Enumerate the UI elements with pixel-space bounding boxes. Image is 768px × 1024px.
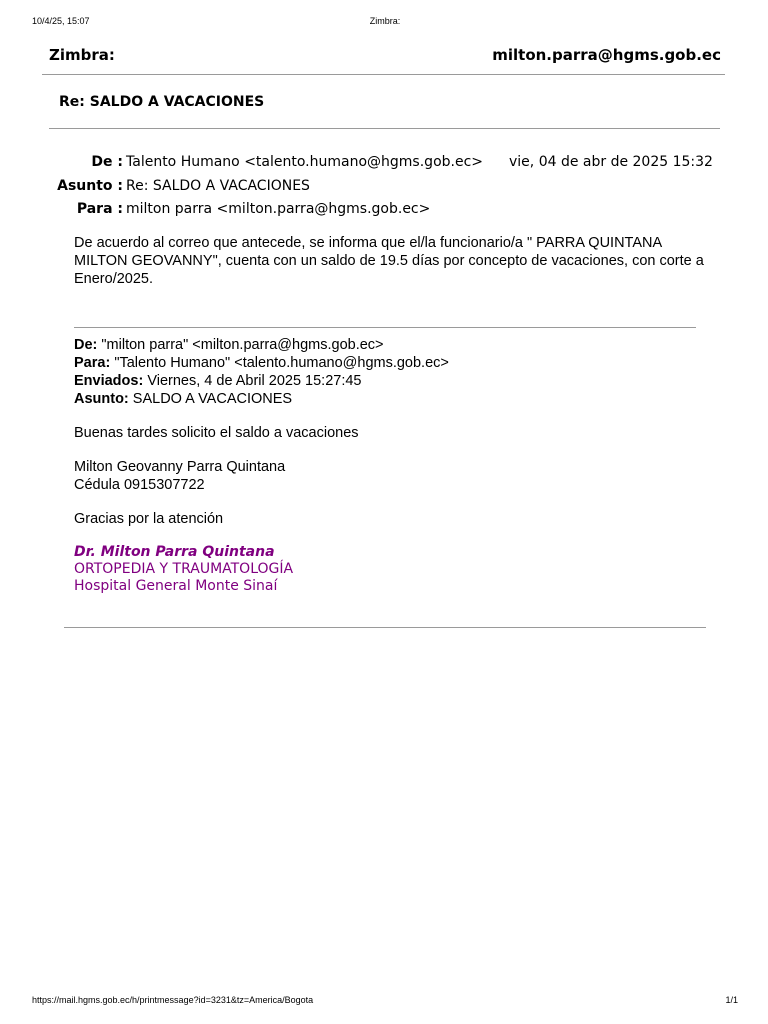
print-page-title: Zimbra:: [369, 16, 401, 26]
quoted-greeting: Buenas tardes solicito el saldo a vacaciones: [74, 425, 359, 441]
quote-divider: [74, 327, 696, 328]
quoted-to-row: [74, 354, 714, 372]
header-divider: [42, 74, 725, 75]
to-label: Para :: [76, 201, 123, 217]
quoted-sent-row: [74, 372, 714, 390]
quoted-sent-label: Enviados:: [74, 373, 144, 389]
signature-name: Dr. Milton Parra Quintana: [74, 544, 275, 560]
quoted-from-row: [74, 336, 714, 354]
message-date: vie, 04 de abr de 2025 15:32: [509, 154, 713, 170]
signature-block: [74, 544, 714, 595]
bottom-divider: [64, 627, 706, 628]
print-page-number: 1/1: [725, 995, 738, 1005]
quoted-subject-value: SALDO A VACACIONES: [132, 391, 293, 407]
account-email: milton.parra@hgms.gob.ec: [492, 46, 721, 64]
quoted-thanks: Gracias por la atención: [74, 511, 224, 527]
signature-hospital: Hospital General Monte Sinaí: [74, 578, 278, 594]
from-label: De :: [91, 154, 123, 170]
subject-label: Asunto :: [57, 178, 123, 194]
quoted-sent-value: Viernes, 4 de Abril 2025 15:27:45: [147, 373, 362, 389]
zimbra-header: [49, 44, 721, 68]
quoted-subject-label: Asunto:: [74, 391, 129, 407]
zimbra-brand: Zimbra:: [49, 46, 115, 64]
from-value: Talento Humano <talento.humano@hgms.gob.ec>: [126, 154, 484, 170]
quoted-name-line: Milton Geovanny Parra Quintana: [74, 459, 286, 475]
quoted-from-value: "milton parra" <milton.parra@hgms.gob.ec>: [101, 337, 384, 353]
print-url: https://mail.hgms.gob.ec/h/printmessage?id=3231&tz=America/Bogota: [32, 995, 314, 1005]
to-value: milton parra <milton.parra@hgms.gob.ec>: [126, 201, 431, 217]
subject-value: Re: SALDO A VACACIONES: [126, 178, 310, 194]
quoted-subject-row: [74, 390, 714, 408]
quoted-message: [74, 336, 714, 595]
to-row: [57, 201, 430, 217]
quoted-from-label: De:: [74, 337, 98, 353]
signature-department: ORTOPEDIA Y TRAUMATOLOGÍA: [74, 561, 294, 577]
quoted-to-label: Para:: [74, 355, 111, 371]
print-datetime: 10/4/25, 15:07: [32, 16, 90, 26]
quoted-to-value: "Talento Humano" <talento.humano@hgms.gob.ec>: [114, 355, 449, 371]
quoted-id-line: Cédula 0915307722: [74, 477, 205, 493]
subject-row: [57, 178, 310, 194]
message-subject: Re: SALDO A VACACIONES: [59, 94, 265, 110]
from-row: [57, 154, 483, 170]
message-body: De acuerdo al correo que antecede, se informa que el/la funcionario/a " PARRA QUINTANA MILTON GEOVANNY", cuenta con un saldo de 19.5 días por concepto de vacaciones, con corte a Enero/2025.: [74, 235, 704, 287]
subject-divider: [49, 128, 720, 129]
